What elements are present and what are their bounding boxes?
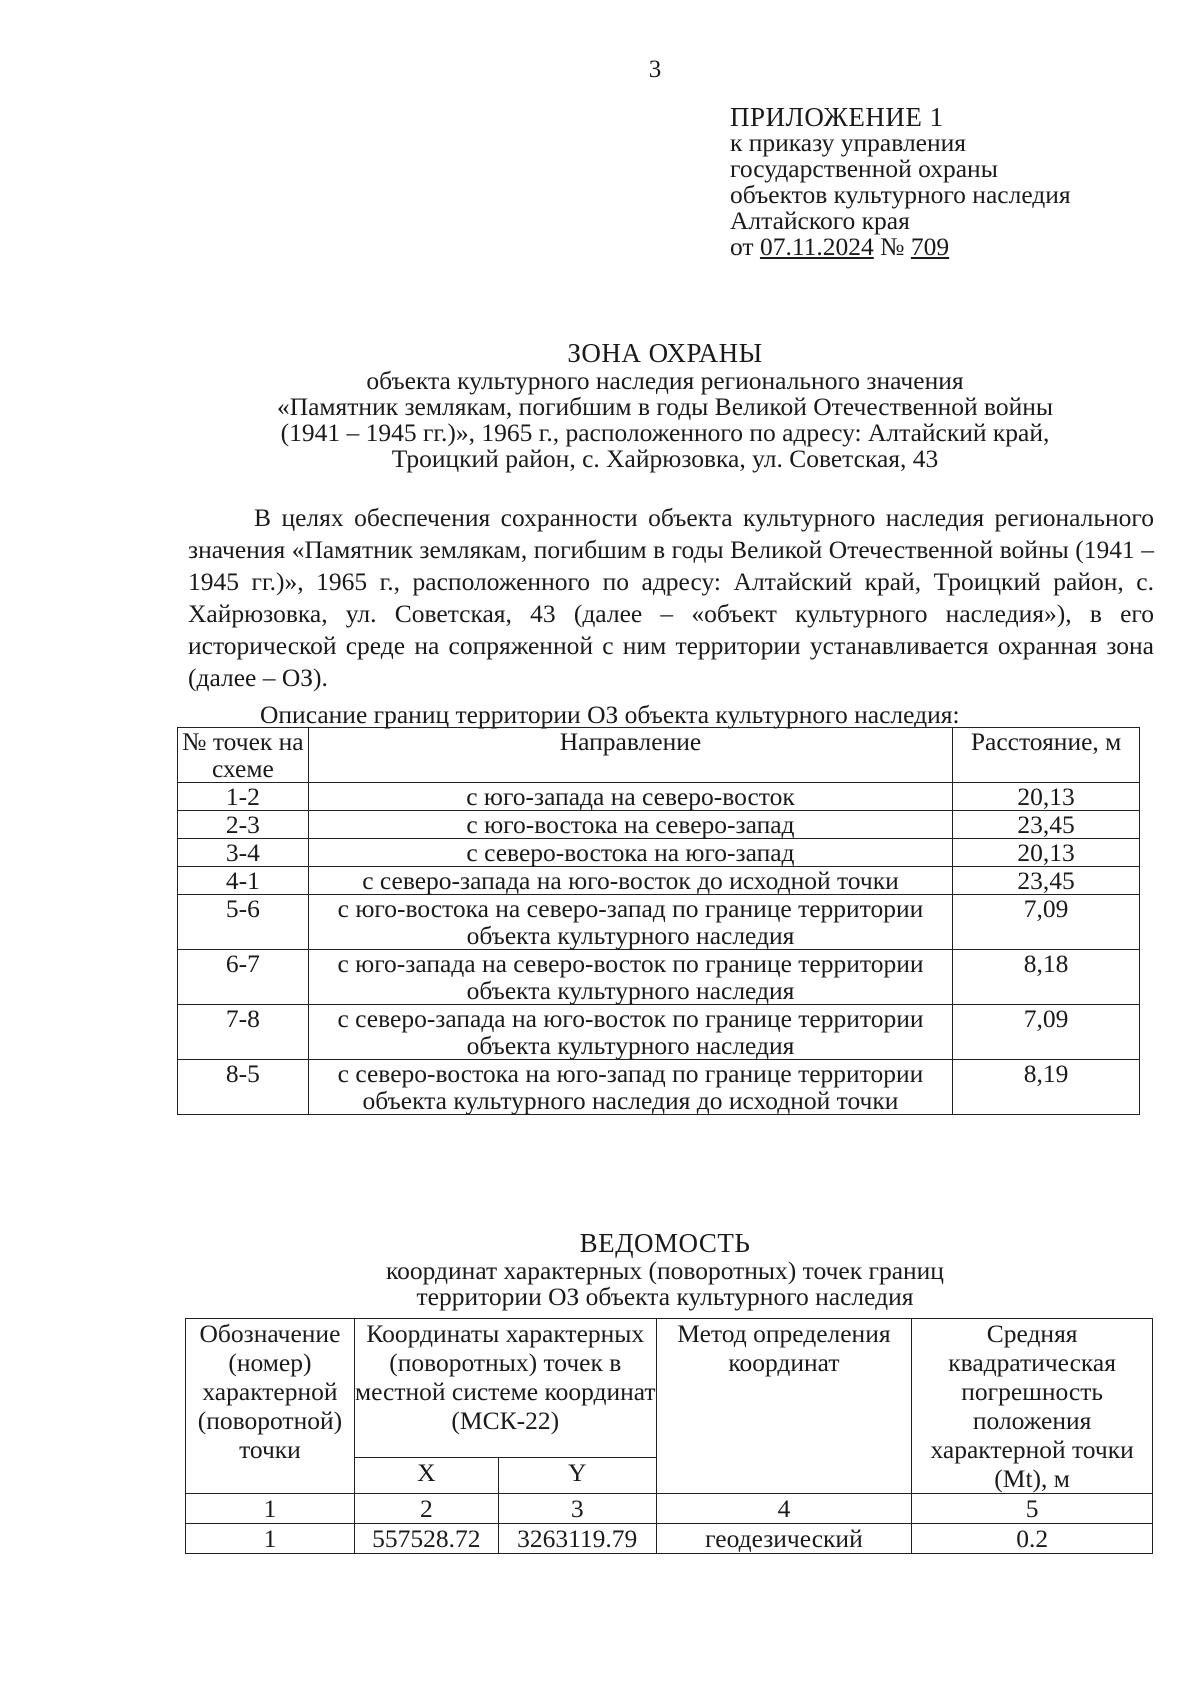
vedomost-heading [180, 1228, 1150, 1310]
boundaries-table [177, 727, 1140, 1115]
cell-points: 4-1 [178, 867, 309, 895]
table-row [178, 1005, 1140, 1060]
appendix-line: к приказу управления [730, 128, 967, 157]
cell-direction: с северо-запада на юго-восток до исходной точки [308, 867, 952, 895]
column-number-row [186, 1494, 1153, 1524]
zone-subtitle-line: (1941 – 1945 гг.)», 1965 г., расположенного по адресу: Алтайский край, [280, 418, 1050, 447]
order-number: 709 [910, 232, 950, 261]
cell-points: 2-3 [178, 811, 309, 839]
appendix-line: государственной охраны [730, 154, 998, 183]
cell-id: 1 [186, 1524, 355, 1554]
date-prefix: от [730, 232, 754, 261]
cell-direction: с северо-востока на юго-запад [308, 839, 952, 867]
coordinates-table [185, 1318, 1153, 1554]
cell-error: 0.2 [912, 1524, 1153, 1554]
cell-distance: 23,45 [953, 867, 1140, 895]
cell-direction: с юго-запада на северо-восток [308, 783, 952, 811]
header-points: № точек на схеме [178, 728, 309, 783]
appendix-line: Алтайского края [730, 206, 910, 235]
header-method: Метод определения координат [656, 1319, 912, 1494]
col-number: 4 [656, 1494, 912, 1524]
cell-points: 7-8 [178, 1005, 309, 1060]
col-number: 1 [186, 1494, 355, 1524]
cell-distance: 8,18 [953, 950, 1140, 1005]
zone-title: ЗОНА ОХРАНЫ [567, 338, 763, 368]
header-distance: Расстояние, м [953, 728, 1140, 783]
vedomost-subtitle-line: координат характерных (поворотных) точек границ [386, 1256, 944, 1285]
header-direction: Направление [308, 728, 952, 783]
table-row [186, 1524, 1153, 1554]
col-number: 2 [354, 1494, 498, 1524]
col-number: 5 [912, 1494, 1153, 1524]
cell-distance: 20,13 [953, 839, 1140, 867]
cell-direction: с северо-запада на юго-восток по границе территории объекта культурного наследия [308, 1005, 952, 1060]
header-error: Средняя квадратическая погрешность положения характерной точки (Mt), м [912, 1319, 1153, 1494]
cell-points: 8-5 [178, 1060, 309, 1115]
table-row [178, 783, 1140, 811]
cell-direction: с юго-запада на северо-восток по границе территории объекта культурного наследия [308, 950, 952, 1005]
cell-distance: 23,45 [953, 811, 1140, 839]
appendix-block [730, 104, 1071, 260]
vedomost-title: ВЕДОМОСТЬ [579, 1228, 751, 1258]
cell-direction: с северо-востока на юго-запад по границе территории объекта культурного наследия до исходной точки [308, 1060, 952, 1115]
header-x: X [354, 1458, 498, 1494]
cell-method: геодезический [656, 1524, 912, 1554]
cell-direction: с юго-востока на северо-запад [308, 811, 952, 839]
cell-points: 1-2 [178, 783, 309, 811]
table-row [178, 811, 1140, 839]
cell-points: 3-4 [178, 839, 309, 867]
cell-points: 6-7 [178, 950, 309, 1005]
appendix-date-line [730, 234, 1071, 260]
zone-subtitle-line: «Памятник землякам, погибшим в годы Великой Отечественной войны [276, 392, 1054, 421]
header-designation: Обозначение (номер) характерной (поворотной) точки [186, 1319, 355, 1494]
cell-direction: с юго-востока на северо-запад по границе территории объекта культурного наследия [308, 895, 952, 950]
table-row [178, 950, 1140, 1005]
col-number: 3 [498, 1494, 656, 1524]
header-y: Y [498, 1458, 656, 1494]
cell-distance: 7,09 [953, 895, 1140, 950]
page-number: 3 [648, 56, 662, 83]
zone-subtitle-line: Троицкий район, с. Хайрюзовка, ул. Советская, 43 [391, 444, 939, 473]
cell-distance: 7,09 [953, 1005, 1140, 1060]
intro-paragraph: В целях обеспечения сохранности объекта культурного наследия регионального значения «Памятник землякам, погибшим в годы Великой Отечественной войны (1941 – 1945 гг.)», 1965 г., расположенного по адресу: Алтайский край, Троицкий район, с. Хайрюзовка, ул. Советская, 43 (далее – «объект культурного наследия»), в его исторической среде на сопряженной с ним территории устанавливается охранная зона (далее – ОЗ). [188, 503, 1154, 692]
table-row [178, 1060, 1140, 1115]
cell-y: 3263119.79 [498, 1524, 656, 1554]
table-row [178, 839, 1140, 867]
vedomost-subtitle-line: территории ОЗ объекта культурного наследия [416, 1282, 914, 1311]
appendix-title: ПРИЛОЖЕНИЕ 1 [730, 102, 944, 132]
boundaries-caption: Описание границ территории ОЗ объекта культурного наследия: [260, 700, 960, 729]
table-row [178, 867, 1140, 895]
header-coords: Координаты характерных (поворотных) точек в местной системе координат (МСК-22) [354, 1319, 656, 1458]
table-row [178, 895, 1140, 950]
cell-x: 557528.72 [354, 1524, 498, 1554]
order-date: 07.11.2024 [759, 232, 874, 261]
cell-distance: 20,13 [953, 783, 1140, 811]
table-header-row [178, 728, 1140, 783]
table-header-row [186, 1319, 1153, 1458]
appendix-line: объектов культурного наследия [730, 180, 1071, 209]
cell-points: 5-6 [178, 895, 309, 950]
zone-subtitle-line: объекта культурного наследия регионального значения [366, 366, 964, 395]
zone-heading [180, 338, 1150, 472]
cell-distance: 8,19 [953, 1060, 1140, 1115]
number-prefix: № [880, 232, 905, 261]
